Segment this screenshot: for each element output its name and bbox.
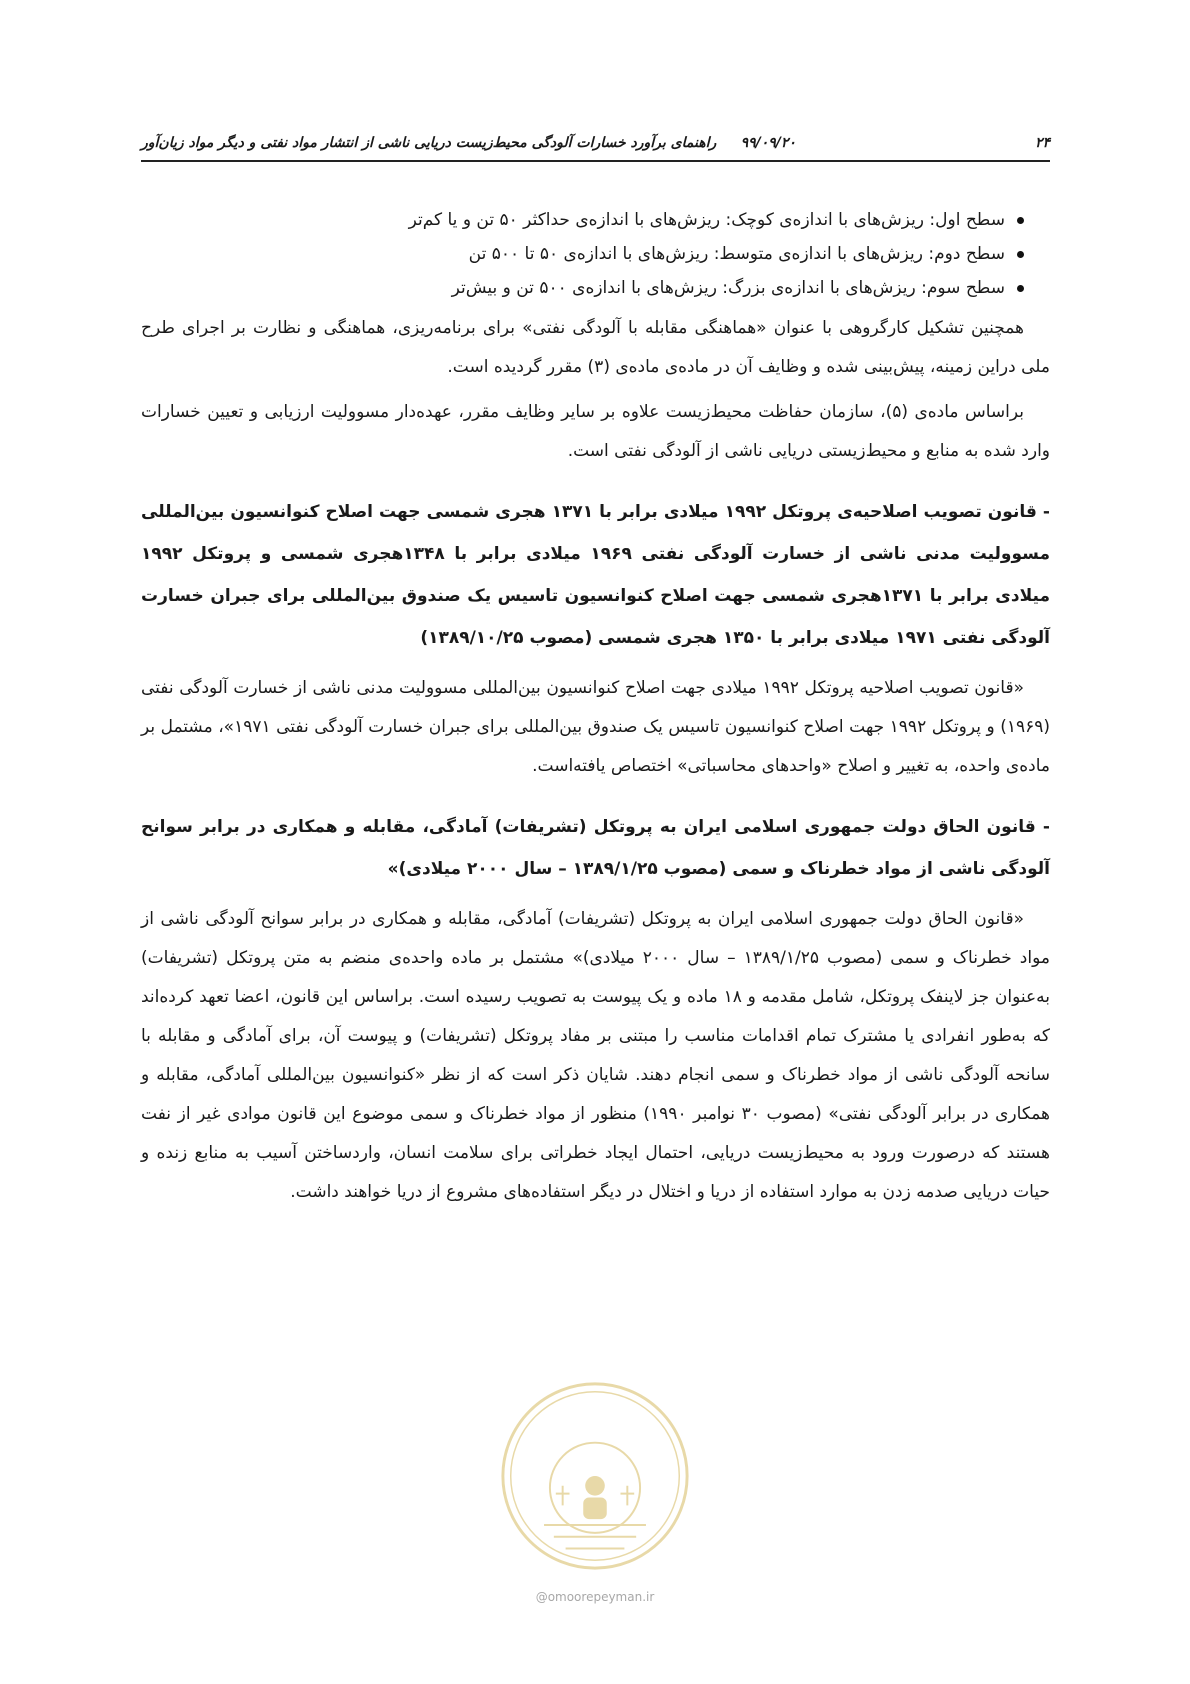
watermark-website: @omoorepeyman.ir: [535, 1590, 655, 1604]
bullet-icon: [1017, 217, 1024, 224]
header-date: ۹۹/۰۹/۲۰: [740, 135, 796, 151]
section-heading: - قانون الحاق دولت جمهوری اسلامی ایران به پروتکل (تشریفات) آمادگی، مقابله و همکاری در برابر سوانح آلودگی ناشی از مواد خطرناک و سمی (مصوب ۱۳۸۹/۱/۲۵ – سال ۲۰۰۰ میلادی)»: [141, 817, 1050, 879]
bullet-icon: [1017, 251, 1024, 258]
page-body: [141, 203, 1050, 1218]
spill-levels-list: [141, 203, 1050, 305]
running-header: [141, 130, 1050, 156]
paragraph: «قانون تصویب اصلاحیه پروتکل ۱۹۹۲ میلادی جهت اصلاح کنوانسیون بین‌المللی مسوولیت مدنی ناشی از خسارت آلودگی نفتی (۱۹۶۹) و پروتکل ۱۹۹۲ جهت اصلاح کنوانسیون تاسیس یک صندوق بین‌المللی برای جبران خسارت آلودگی نفتی ۱۹۷۱»، مشتمل بر ماده‌ی واحده، به تغییر و اصلاح «واحدهای محاسباتی» اختصاص یافته‌است.: [141, 678, 1051, 776]
section-heading: - قانون تصویب اصلاحیه‌ی پروتکل ۱۹۹۲ میلادی برابر با ۱۳۷۱ هجری شمسی جهت اصلاح کنوانسیون بین‌المللی مسوولیت مدنی ناشی از خسارت آلودگی نفتی ۱۹۶۹ میلادی برابر با ۱۳۴۸هجری شمسی و پروتکل ۱۹۹۲ میلادی برابر با ۱۳۷۱هجری شمسی جهت اصلاح کنوانسیون تاسیس یک صندوق بین‌المللی برای جبران خسارت آلودگی نفتی ۱۹۷۱ میلادی برابر با ۱۳۵۰ هجری شمسی (مصوب ۱۳۸۹/۱۰/۲۵): [141, 502, 1050, 648]
list-item: سطح اول: ریزش‌های با اندازه‌ی کوچک: ریزش‌های با اندازه‌ی حداکثر ۵۰ تن و یا کم‌تر: [141, 203, 1024, 237]
paragraph: براساس ماده‌ی (۵)، سازمان حفاظت محیط‌زیست علاوه بر سایر وظایف مقرر، عهده‌دار مسوولیت ارزیابی و تعیین خسارات وارد شده به منابع و محیط‌زیستی دریایی ناشی از آلودگی نفتی است.: [141, 402, 1050, 461]
document-title: راهنمای برآورد خسارات آلودگی محیط‌زیست دریایی ناشی از انتشار مواد نفتی و دیگر مواد زیان‌آور: [141, 135, 717, 151]
list-item: سطح دوم: ریزش‌های با اندازه‌ی متوسط: ریزش‌های با اندازه‌ی ۵۰ تا ۵۰۰ تن: [141, 237, 1024, 271]
bullet-icon: [1017, 285, 1024, 292]
watermark-seal-icon: [497, 1378, 693, 1574]
page-number: ۲۴: [1034, 135, 1050, 151]
paragraph: همچنین تشکیل کارگروهی با عنوان «هماهنگی مقابله با آلودگی نفتی» برای برنامه‌ریزی، هماهنگی و نظارت بر اجرای طرح ملی دراین زمینه، پیش‌بینی شده و وظایف آن در ماده‌ی ماده‌ی (۳) مقرر گردیده است.: [141, 318, 1050, 377]
header-title-group: [141, 135, 796, 151]
paragraph: «قانون الحاق دولت جمهوری اسلامی ایران به پروتکل (تشریفات) آمادگی، مقابله و همکاری در برابر سوانح آلودگی ناشی از مواد خطرناک و سمی (مصوب ۱۳۸۹/۱/۲۵ – سال ۲۰۰۰ میلادی)» مشتمل بر ماده واحده‌ی منضم به متن پروتکل (تشریفات) به‌عنوان جز لاینفک پروتکل، شامل مقدمه و ۱۸ ماده و یک پیوست به تصویب رسیده است. براساس این قانون، اعضا تعهد کرده‌اند که به‌طور انفرادی یا مشترک تمام اقدامات مناسب را مبتنی بر مفاد پروتکل (تشریفات) و پیوست آن، برای آمادگی و مقابله با سانحه آلودگی ناشی از مواد خطرناک و سمی انجام دهند. شایان ذکر است که از نظر «کنوانسیون بین‌المللی آمادگی، مقابله و همکاری در برابر آلودگی نفتی» (مصوب ۳۰ نوامبر ۱۹۹۰) منظور از مواد خطرناک و سمی موضوع این قانون موادی غیر از نفت هستند که درصورت ورود به محیط‌زیست دریایی، احتمال ایجاد خطراتی برای سلامت انسان، واردساختن آسیب به منابع زنده و حیات دریایی صدمه زدن به موارد استفاده از دریا و اختلال در دیگر استفاده‌های مشروع از دریا خواهند داشت.: [141, 909, 1050, 1202]
header-divider: [141, 160, 1050, 162]
list-item: سطح سوم: ریزش‌های با اندازه‌ی بزرگ: ریزش‌های با اندازه‌ی ۵۰۰ تن و بیش‌تر: [141, 271, 1024, 305]
